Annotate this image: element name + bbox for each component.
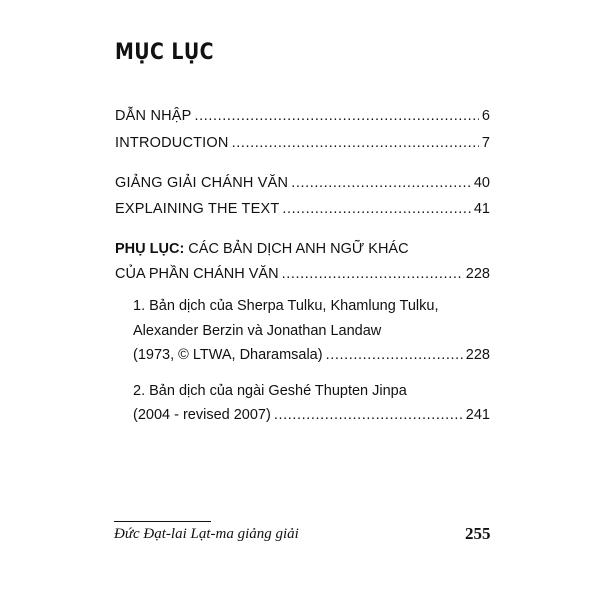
dot-leader — [282, 200, 470, 218]
toc-entry-label: GIẢNG GIẢI CHÁNH VĂN — [115, 175, 289, 191]
toc-entry-label: CỦA PHẦN CHÁNH VĂN — [115, 266, 279, 282]
toc-entry-page: 228 — [465, 347, 490, 363]
toc-entry-label: INTRODUCTION — [115, 135, 229, 151]
appendix-heading-rest: CÁC BẢN DỊCH ANH NGỮ KHÁC — [184, 241, 409, 257]
toc-entry-label: (2004 - revised 2007) — [133, 407, 271, 423]
toc-entry-label: (1973, © LTWA, Dharamsala) — [133, 347, 323, 363]
toc-sub-entry — [133, 406, 490, 424]
dot-leader — [326, 346, 463, 364]
dot-leader — [195, 107, 479, 125]
page-number: 255 — [465, 524, 491, 543]
toc-entry — [115, 134, 490, 152]
sub-entry-line: 2. Bản dịch của ngài Geshé Thupten Jinpa — [133, 383, 407, 399]
dot-leader — [274, 406, 463, 424]
appendix-bold-label: PHỤ LỤC: — [115, 241, 185, 257]
running-title: Đức Đạt-lai Lạt-ma giảng giải — [114, 526, 299, 542]
toc-entry-label: EXPLAINING THE TEXT — [115, 201, 280, 217]
sub-entry-line: 1. Bản dịch của Sherpa Tulku, Khamlung Tulku, — [133, 298, 439, 314]
appendix-heading — [115, 240, 409, 258]
toc-sub-entry — [133, 346, 490, 364]
sub-entry-line: Alexander Berzin và Jonathan Landaw — [133, 323, 382, 339]
dot-leader — [291, 174, 471, 192]
toc-title: MỤC LỤC — [115, 40, 214, 65]
toc-entry-page: 41 — [473, 201, 490, 217]
toc-entry — [115, 107, 490, 125]
toc-entry-label: DẪN NHẬP — [115, 108, 192, 124]
footer-rule — [114, 521, 211, 522]
toc-entry — [115, 200, 490, 218]
toc-entry-page: 228 — [465, 266, 490, 282]
toc-entry — [115, 174, 490, 192]
toc-entry-page: 6 — [481, 108, 490, 124]
dot-leader — [282, 265, 463, 283]
dot-leader — [232, 134, 479, 152]
toc-entry-page: 7 — [481, 135, 490, 151]
toc-entry-page: 241 — [465, 407, 490, 423]
toc-entry-appendix — [115, 265, 490, 283]
toc-entry-page: 40 — [473, 175, 490, 191]
